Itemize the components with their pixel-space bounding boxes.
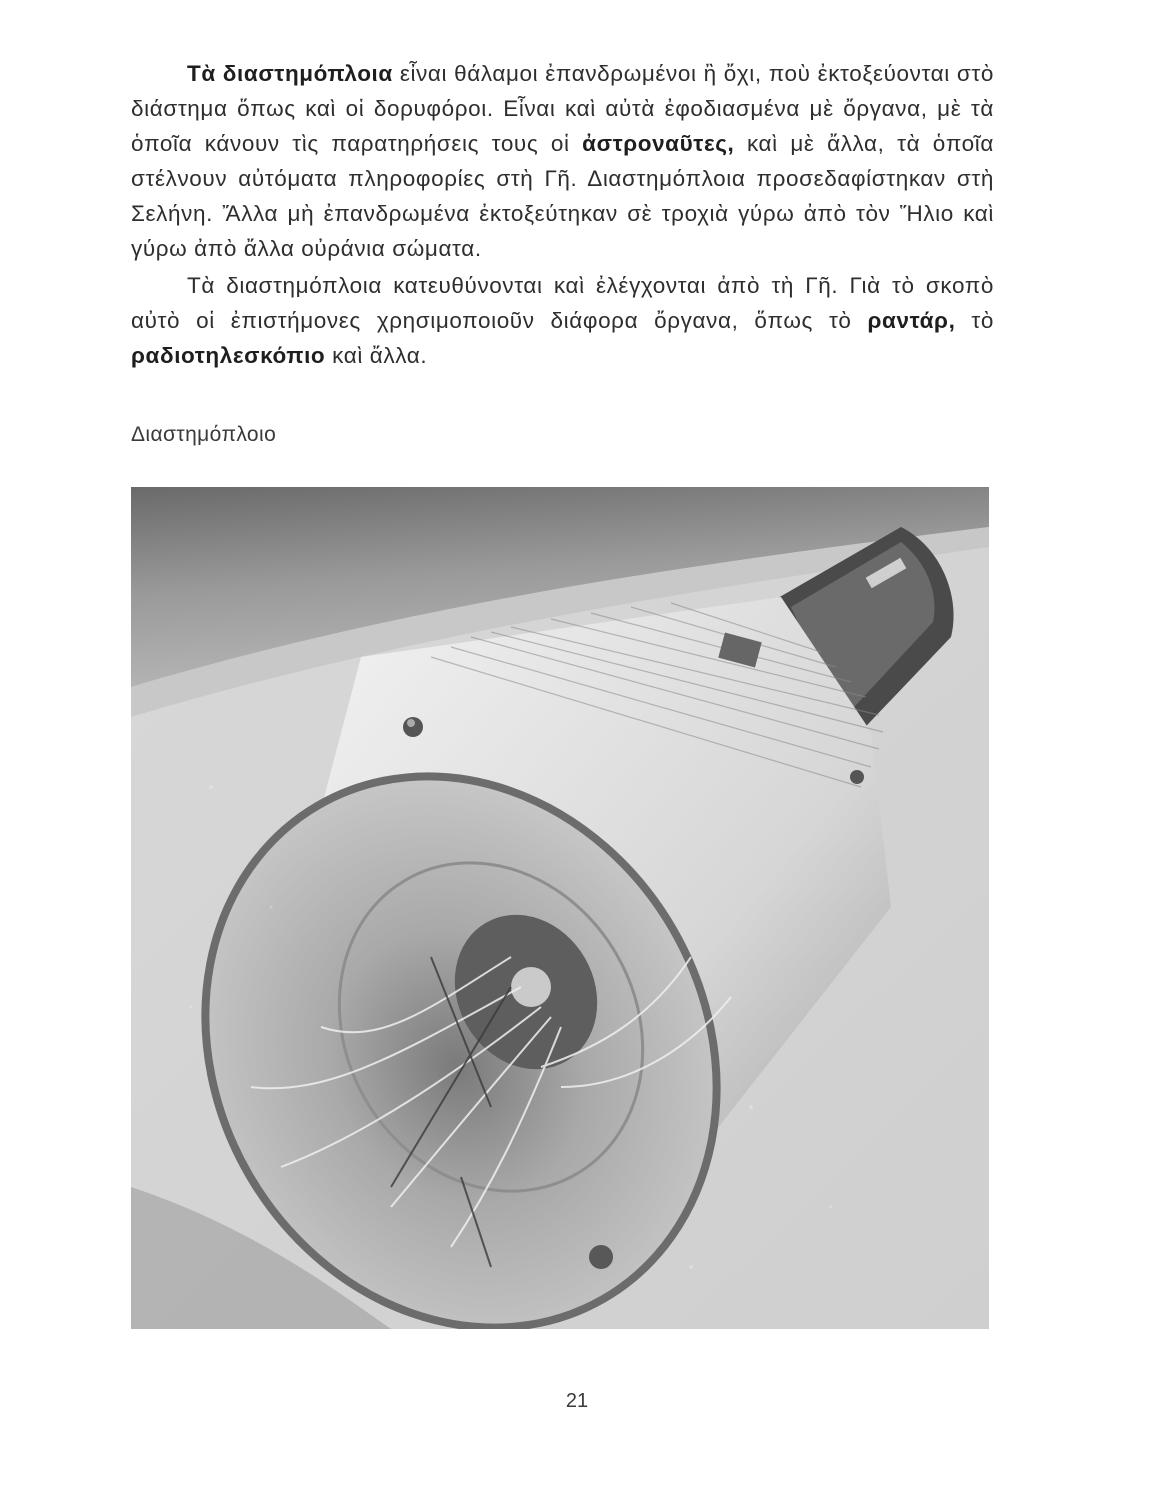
spacecraft-photo-illustration: [131, 487, 989, 1329]
body-text: [131, 56, 994, 373]
term-spacecraft: Τὰ διαστημόπλοια: [187, 61, 393, 86]
term-radar: ραντάρ,: [867, 308, 956, 333]
paragraph-spacecraft-definition: [131, 56, 994, 266]
body-port: [850, 770, 864, 784]
paragraph-spacecraft-control: [131, 268, 994, 373]
paragraph1-text-a: εἶναι θάλαμοι ἐπανδρωμένοι ἢ ὄχι, ποὺ ἐκτοξεύονται στὸ διάστημα ὅπως καὶ οἱ δορυφόροι. Εἶναι καὶ αὐτὰ ἐφοδιασμένα μὲ ὄργανα, μὲ τὰ ὁποῖα κάνουν τὶς παρατηρήσεις τους οἱ: [131, 61, 994, 156]
paragraph1-text-b: καὶ μὲ ἄλλα, τὰ ὁποῖα στέλνουν αὐτόματα πληροφορίες στὴ Γῆ. Διαστημόπλοια προσεδαφίστηκαν στὴ Σελήνη. Ἄλλα μὴ ἐπανδρωμένα ἐκτοξεύτηκαν σὲ τροχιὰ γύρω ἀπὸ τὸν Ἥλιο καὶ γύρω ἀπὸ ἄλλα οὐράνια σώματα.: [131, 131, 994, 261]
figure-caption: Διαστημόπλοιο: [131, 423, 277, 446]
heat-shield-hub: [511, 967, 551, 1007]
paragraph2-text-c: καὶ ἄλλα.: [325, 343, 428, 368]
term-astronauts: ἀστροναῦτες,: [582, 131, 735, 156]
spacecraft-photo: [131, 487, 989, 1329]
paragraph2-text-a: Τὰ διαστημόπλοια κατευθύνονται καὶ ἐλέγχονται ἀπὸ τὴ Γῆ. Γιὰ τὸ σκοπὸ αὐτὸ οἱ ἐπιστήμονες χρησιμοποιοῦν διάφορα ὄργανα, ὅπως τὸ: [131, 273, 994, 333]
rim-bolt: [589, 1245, 613, 1269]
rim-bolt-highlight: [407, 719, 415, 727]
paragraph2-text-b: τὸ: [955, 308, 995, 333]
term-radio-telescope: ραδιοτηλεσκόπιο: [131, 343, 326, 368]
page-number: 21: [565, 1390, 589, 1412]
